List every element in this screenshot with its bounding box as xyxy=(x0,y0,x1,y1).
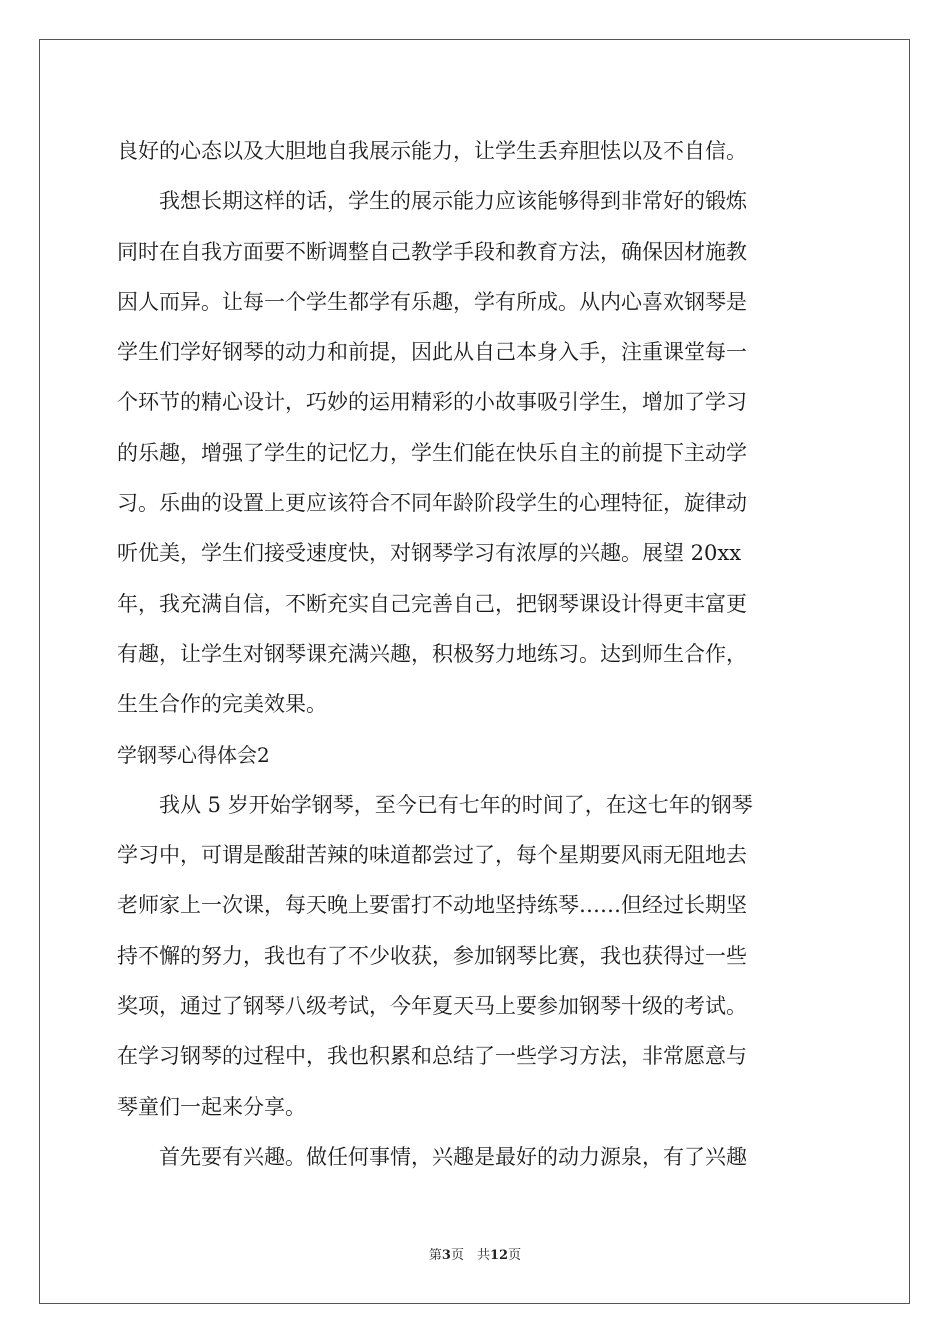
text-line: 学生们学好钢琴的动力和前提，因此从自己本身入手，注重课堂每一 xyxy=(117,340,747,365)
text-line: 听优美，学生们接受速度快，对钢琴学习有浓厚的兴趣。展望 20xx xyxy=(117,541,742,566)
section-heading: 学钢琴心得体会2 xyxy=(117,742,270,767)
text-line: 良好的心态以及大胆地自我展示能力，让学生丢弃胆怯以及不自信。 xyxy=(117,139,747,163)
text-line: 有趣，让学生对钢琴课充满兴趣，积极努力地练习。达到师生合作， xyxy=(117,641,747,666)
document-body xyxy=(117,126,833,1182)
footer-total-pages: 12 xyxy=(489,1248,509,1263)
text-line: 我想长期这样的话，学生的展示能力应该能够得到非常好的锻炼 xyxy=(159,189,747,214)
footer-mid: 页 共 xyxy=(450,1248,490,1263)
text-line: 琴童们一起来分享。 xyxy=(117,1094,306,1119)
text-line: 个环节的精心设计，巧妙的运用精彩的小故事吸引学生，增加了学习 xyxy=(117,390,747,415)
text-line: 奖项，通过了钢琴八级考试，今年夏天马上要参加钢琴十级的考试。 xyxy=(117,994,747,1019)
text-line: 的乐趣，增强了学生的记忆力，学生们能在快乐自主的前提下主动学 xyxy=(117,440,747,465)
footer-suffix: 页 xyxy=(508,1248,522,1263)
text-line: 首先要有兴趣。做任何事情，兴趣是最好的动力源泉，有了兴趣 xyxy=(159,1144,747,1169)
page-footer xyxy=(0,1244,950,1263)
text-line: 同时在自我方面要不断调整自己教学手段和教育方法，确保因材施教 xyxy=(117,239,747,264)
text-line: 持不懈的努力，我也有了不少收获，参加钢琴比赛，我也获得过一些 xyxy=(117,943,747,968)
text-line: 因人而异。让每一个学生都学有乐趣，学有所成。从内心喜欢钢琴是 xyxy=(117,289,747,314)
footer-prefix: 第 xyxy=(428,1248,442,1263)
text-line: 学习中，可谓是酸甜苦辣的味道都尝过了，每个星期要风雨无阻地去 xyxy=(117,843,747,868)
text-line: 生生合作的完美效果。 xyxy=(117,692,327,717)
footer-page-number: 3 xyxy=(441,1248,451,1263)
text-line: 老师家上一次课，每天晚上要雷打不动地坚持练琴……但经过长期坚 xyxy=(117,893,747,918)
text-line: 年，我充满自信，不断充实自己完善自己，把钢琴课设计得更丰富更 xyxy=(117,591,747,616)
text-line: 我从 5 岁开始学钢琴，至今已有七年的时间了，在这七年的钢琴 xyxy=(159,792,753,817)
text-line: 习。乐曲的设置上更应该符合不同年龄阶段学生的心理特征，旋律动 xyxy=(117,491,747,516)
text-line: 在学习钢琴的过程中，我也积累和总结了一些学习方法，非常愿意与 xyxy=(117,1044,747,1069)
